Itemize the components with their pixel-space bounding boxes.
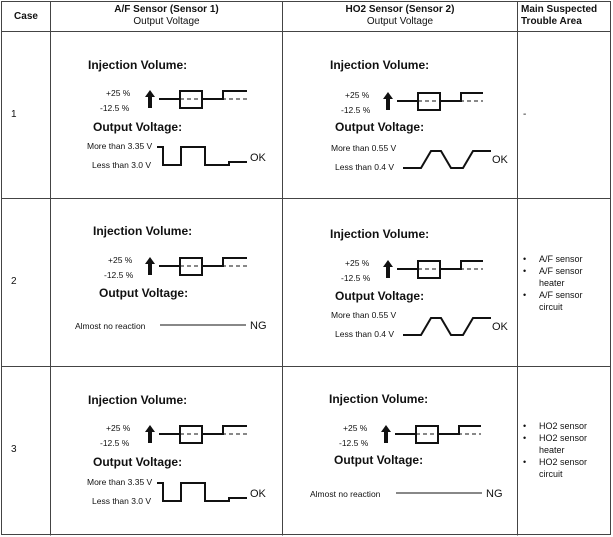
injection-volume-waveform <box>381 90 491 114</box>
header-ho2-output: Output Voltage <box>366 16 434 27</box>
output-voltage-title: Output Voltage: <box>335 289 425 303</box>
trouble-area-list <box>523 420 599 480</box>
injection-volume-title: Injection Volume: <box>330 58 430 72</box>
output-voltage-title: Output Voltage: <box>93 120 183 134</box>
plus-25-label: +25 % <box>343 423 368 433</box>
injection-volume-waveform <box>381 258 491 282</box>
ho2-more-than-label: More than 0.55 V <box>331 310 397 320</box>
injection-volume-title: Injection Volume: <box>88 393 188 407</box>
header-ho2-sensor: HO2 Sensor (Sensor 2) <box>345 4 455 15</box>
case-number: 1 <box>11 109 17 120</box>
trouble-item: • A/F sensor <box>523 253 599 265</box>
output-voltage-title: Output Voltage: <box>335 120 425 134</box>
minus-12-5-label: -12.5 % <box>100 438 130 448</box>
minus-12-5-label: -12.5 % <box>104 270 134 280</box>
no-reaction-line <box>396 490 486 496</box>
trouble-item-text: A/F sensor circuit <box>539 290 583 312</box>
plus-25-label: +25 % <box>106 423 131 433</box>
plus-25-label: +25 % <box>345 258 370 268</box>
case-number: 3 <box>11 444 17 455</box>
output-voltage-title: Output Voltage: <box>334 453 424 467</box>
injection-volume-title: Injection Volume: <box>88 58 188 72</box>
trouble-item <box>523 456 599 480</box>
injection-volume-waveform <box>143 423 253 447</box>
case-number: 2 <box>11 276 17 287</box>
header-af-sensor: A/F Sensor (Sensor 1) <box>114 4 219 15</box>
almost-no-reaction-label: Almost no reaction <box>310 489 381 499</box>
af-output-waveform <box>157 145 247 169</box>
ho2-less-than-label: Less than 0.4 V <box>335 329 395 339</box>
header-trouble-line2: Trouble Area <box>521 16 582 27</box>
af-less-than-label: Less than 3.0 V <box>92 496 152 506</box>
injection-volume-waveform <box>143 88 253 112</box>
af-result: NG <box>250 320 267 332</box>
ho2-less-than-label: Less than 0.4 V <box>335 162 395 172</box>
trouble-item <box>523 265 599 289</box>
trouble-item-text: HO2 sensor heater <box>539 433 588 455</box>
af-result: OK <box>250 488 266 500</box>
plus-25-label: +25 % <box>108 255 133 265</box>
af-less-than-label: Less than 3.0 V <box>92 160 152 170</box>
af-output-waveform <box>157 481 247 505</box>
output-voltage-title: Output Voltage: <box>93 455 183 469</box>
almost-no-reaction-label: Almost no reaction <box>75 321 146 331</box>
ho2-output-waveform <box>403 148 495 172</box>
header-case: Case <box>14 11 38 22</box>
plus-25-label: +25 % <box>345 90 370 100</box>
ho2-result: OK <box>492 321 508 333</box>
trouble-area-none: - <box>523 109 527 120</box>
output-voltage-title: Output Voltage: <box>99 286 189 300</box>
injection-volume-waveform <box>379 423 489 447</box>
injection-volume-waveform <box>143 255 253 279</box>
minus-12-5-label: -12.5 % <box>339 438 369 448</box>
injection-volume-title: Injection Volume: <box>329 392 429 406</box>
trouble-item <box>523 432 599 456</box>
trouble-item: • HO2 sensor <box>523 420 599 432</box>
af-more-than-label: More than 3.35 V <box>87 477 153 487</box>
minus-12-5-label: -12.5 % <box>341 105 371 115</box>
trouble-area-list <box>523 253 599 313</box>
header-trouble-line1: Main Suspected <box>521 4 598 15</box>
injection-volume-title: Injection Volume: <box>93 224 193 238</box>
trouble-item-text: HO2 sensor circuit <box>539 457 588 479</box>
plus-25-label: +25 % <box>106 88 131 98</box>
injection-volume-title: Injection Volume: <box>330 227 430 241</box>
minus-12-5-label: -12.5 % <box>341 273 371 283</box>
minus-12-5-label: -12.5 % <box>100 103 130 113</box>
trouble-item <box>523 289 599 313</box>
af-more-than-label: More than 3.35 V <box>87 141 153 151</box>
ho2-more-than-label: More than 0.55 V <box>331 143 397 153</box>
ho2-result: OK <box>492 154 508 166</box>
af-result: OK <box>250 152 266 164</box>
ho2-output-waveform <box>403 315 495 339</box>
no-reaction-line <box>160 322 250 328</box>
header-af-output: Output Voltage <box>133 16 200 27</box>
trouble-item-text: A/F sensor heater <box>539 266 583 288</box>
ho2-result: NG <box>486 488 503 500</box>
